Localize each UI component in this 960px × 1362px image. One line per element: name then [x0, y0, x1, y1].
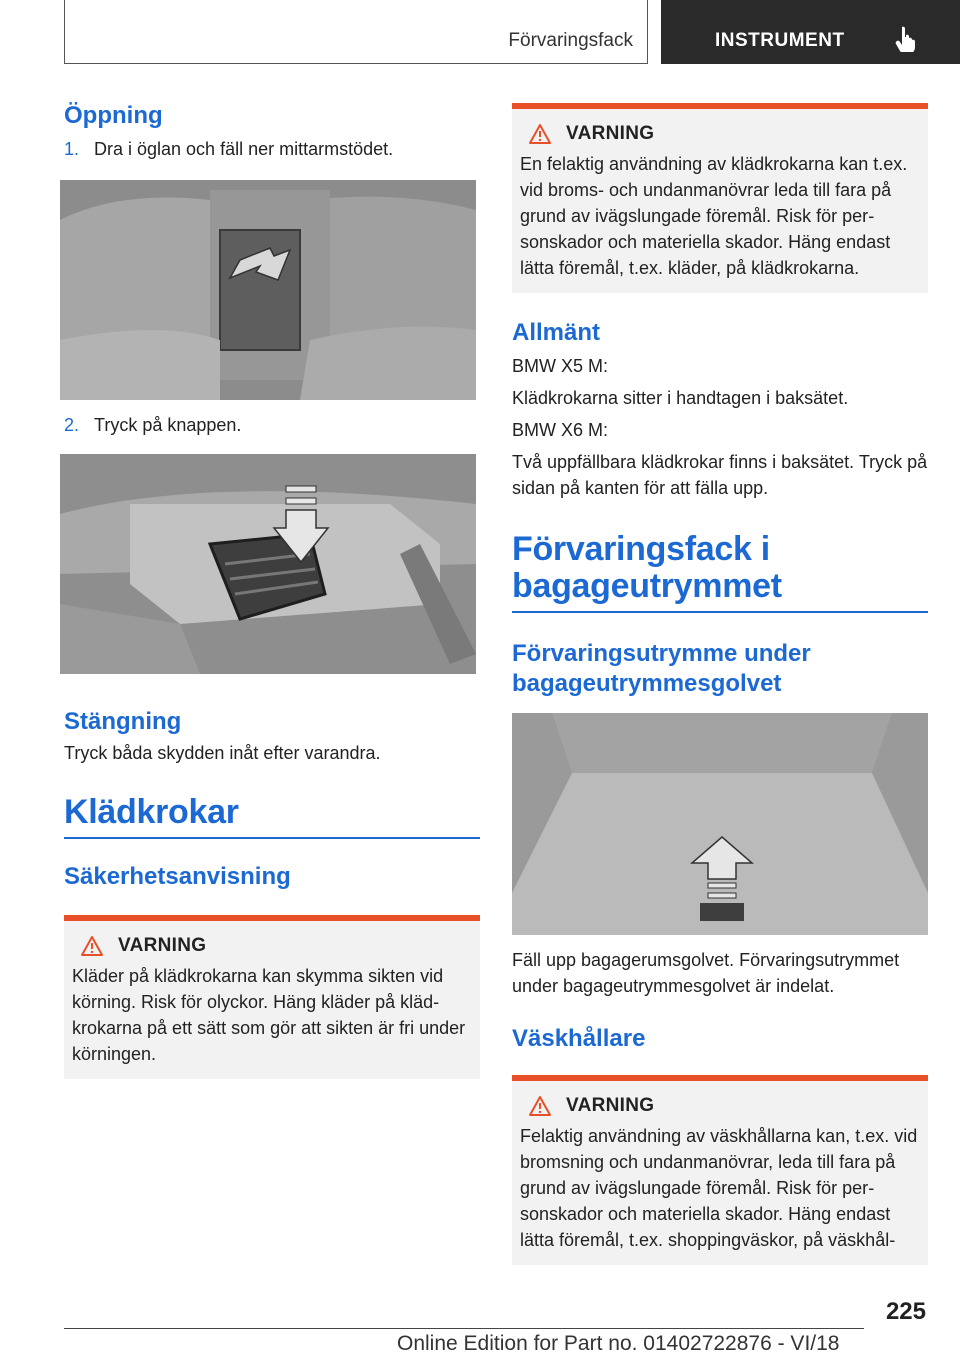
- hooks-heading: Klädkrokar: [64, 794, 480, 839]
- underfloor-heading: Förvaringsutrymme under bagageutrymmesgolvet: [512, 640, 811, 697]
- right-column: [512, 103, 928, 1265]
- armrest-button-photo: [60, 454, 476, 674]
- warning-box-bag-holder: [512, 1075, 928, 1265]
- general-line-4: Två uppfällbara klädkrokar finns i baksätet. Tryck på sidan på kanten för att fälla upp.: [512, 452, 928, 498]
- cargo-floor-illustration: [512, 713, 928, 935]
- warning-header: [528, 123, 920, 145]
- step-1: [64, 136, 480, 162]
- cargo-floor-photo: [512, 713, 928, 935]
- general-heading: Allmänt: [512, 319, 601, 346]
- warning-header: [80, 935, 472, 957]
- warning-title: VARNING: [118, 935, 207, 956]
- rear-seat-armrest-photo: [60, 180, 476, 400]
- header-chapter-box: [661, 0, 960, 64]
- step-2-text: Tryck på knappen.: [94, 415, 242, 435]
- rear-seat-illustration: [60, 180, 476, 400]
- header-section-box: [64, 0, 648, 64]
- header-section-title: Förvaringsfack: [508, 30, 633, 51]
- armrest-button-illustration: [60, 454, 476, 674]
- footer-edition: Online Edition for Part no. 01402722876 - VI/18: [397, 1332, 840, 1355]
- footer-divider: [64, 1328, 864, 1329]
- left-column: [64, 102, 480, 1079]
- underfloor-text: Fäll upp bagagerumsgolvet. Förvaringsutrymmet under bagageutrymmesgolvet är indelat.: [512, 950, 900, 996]
- warning-text: En felaktig användning av klädkrokarna kan t.ex. vid broms- och undanmanövrar leda till fara på grund av ivägslungade föremål. Risk för personskador och materiella skador. Häng endast lätta föremål, t.ex. kläder, på klädkrokarna.: [520, 154, 908, 278]
- warning-triangle-icon: [528, 123, 552, 145]
- warning-text: Felaktig användning av väskhållarna kan, t.ex. vid bromsning och undanmanövrar, leda till fara på grund av ivägslungade föremål. Risk för personskador och materiella skador. Häng endast lätta föremål, t.ex. shoppingväskor, på väskhål-: [520, 1126, 918, 1250]
- step-2-number: 2.: [64, 415, 80, 435]
- storage-heading: Förvaringsfack i bagageutrymmet: [512, 531, 928, 613]
- warning-title: VARNING: [566, 123, 655, 144]
- warning-header: [528, 1095, 920, 1117]
- warning-title: VARNING: [566, 1095, 655, 1116]
- warning-box-hooks-visibility: [64, 915, 480, 1079]
- general-line-3: BMW X6 M:: [512, 420, 609, 440]
- closing-heading: Stängning: [64, 708, 182, 735]
- general-line-1: BMW X5 M:: [512, 356, 609, 376]
- hand-pointer-icon: [895, 26, 917, 52]
- warning-triangle-icon: [528, 1095, 552, 1117]
- warning-text: Kläder på klädkrokarna kan skymma sikten vid körning. Risk för olyckor. Häng kläder på klädkrokarna på ett sätt som gör att sikten är fri under körningen.: [72, 966, 466, 1064]
- general-line-2: Klädkrokarna sitter i handtagen i baksätet.: [512, 388, 849, 408]
- warning-box-hooks-usage: [512, 103, 928, 293]
- closing-text: Tryck båda skydden inåt efter varandra.: [64, 743, 381, 763]
- bag-holder-heading: Väskhållare: [512, 1025, 646, 1052]
- page-number: 225: [885, 1298, 926, 1325]
- warning-triangle-icon: [80, 935, 104, 957]
- header-chapter-title: INSTRUMENT: [715, 30, 845, 51]
- opening-heading: Öppning: [64, 102, 163, 129]
- safety-heading: Säkerhetsanvisning: [64, 863, 291, 890]
- step-1-text: Dra i öglan och fäll ner mittarmstödet.: [94, 139, 394, 159]
- step-2: [64, 412, 480, 438]
- step-1-number: 1.: [64, 139, 80, 159]
